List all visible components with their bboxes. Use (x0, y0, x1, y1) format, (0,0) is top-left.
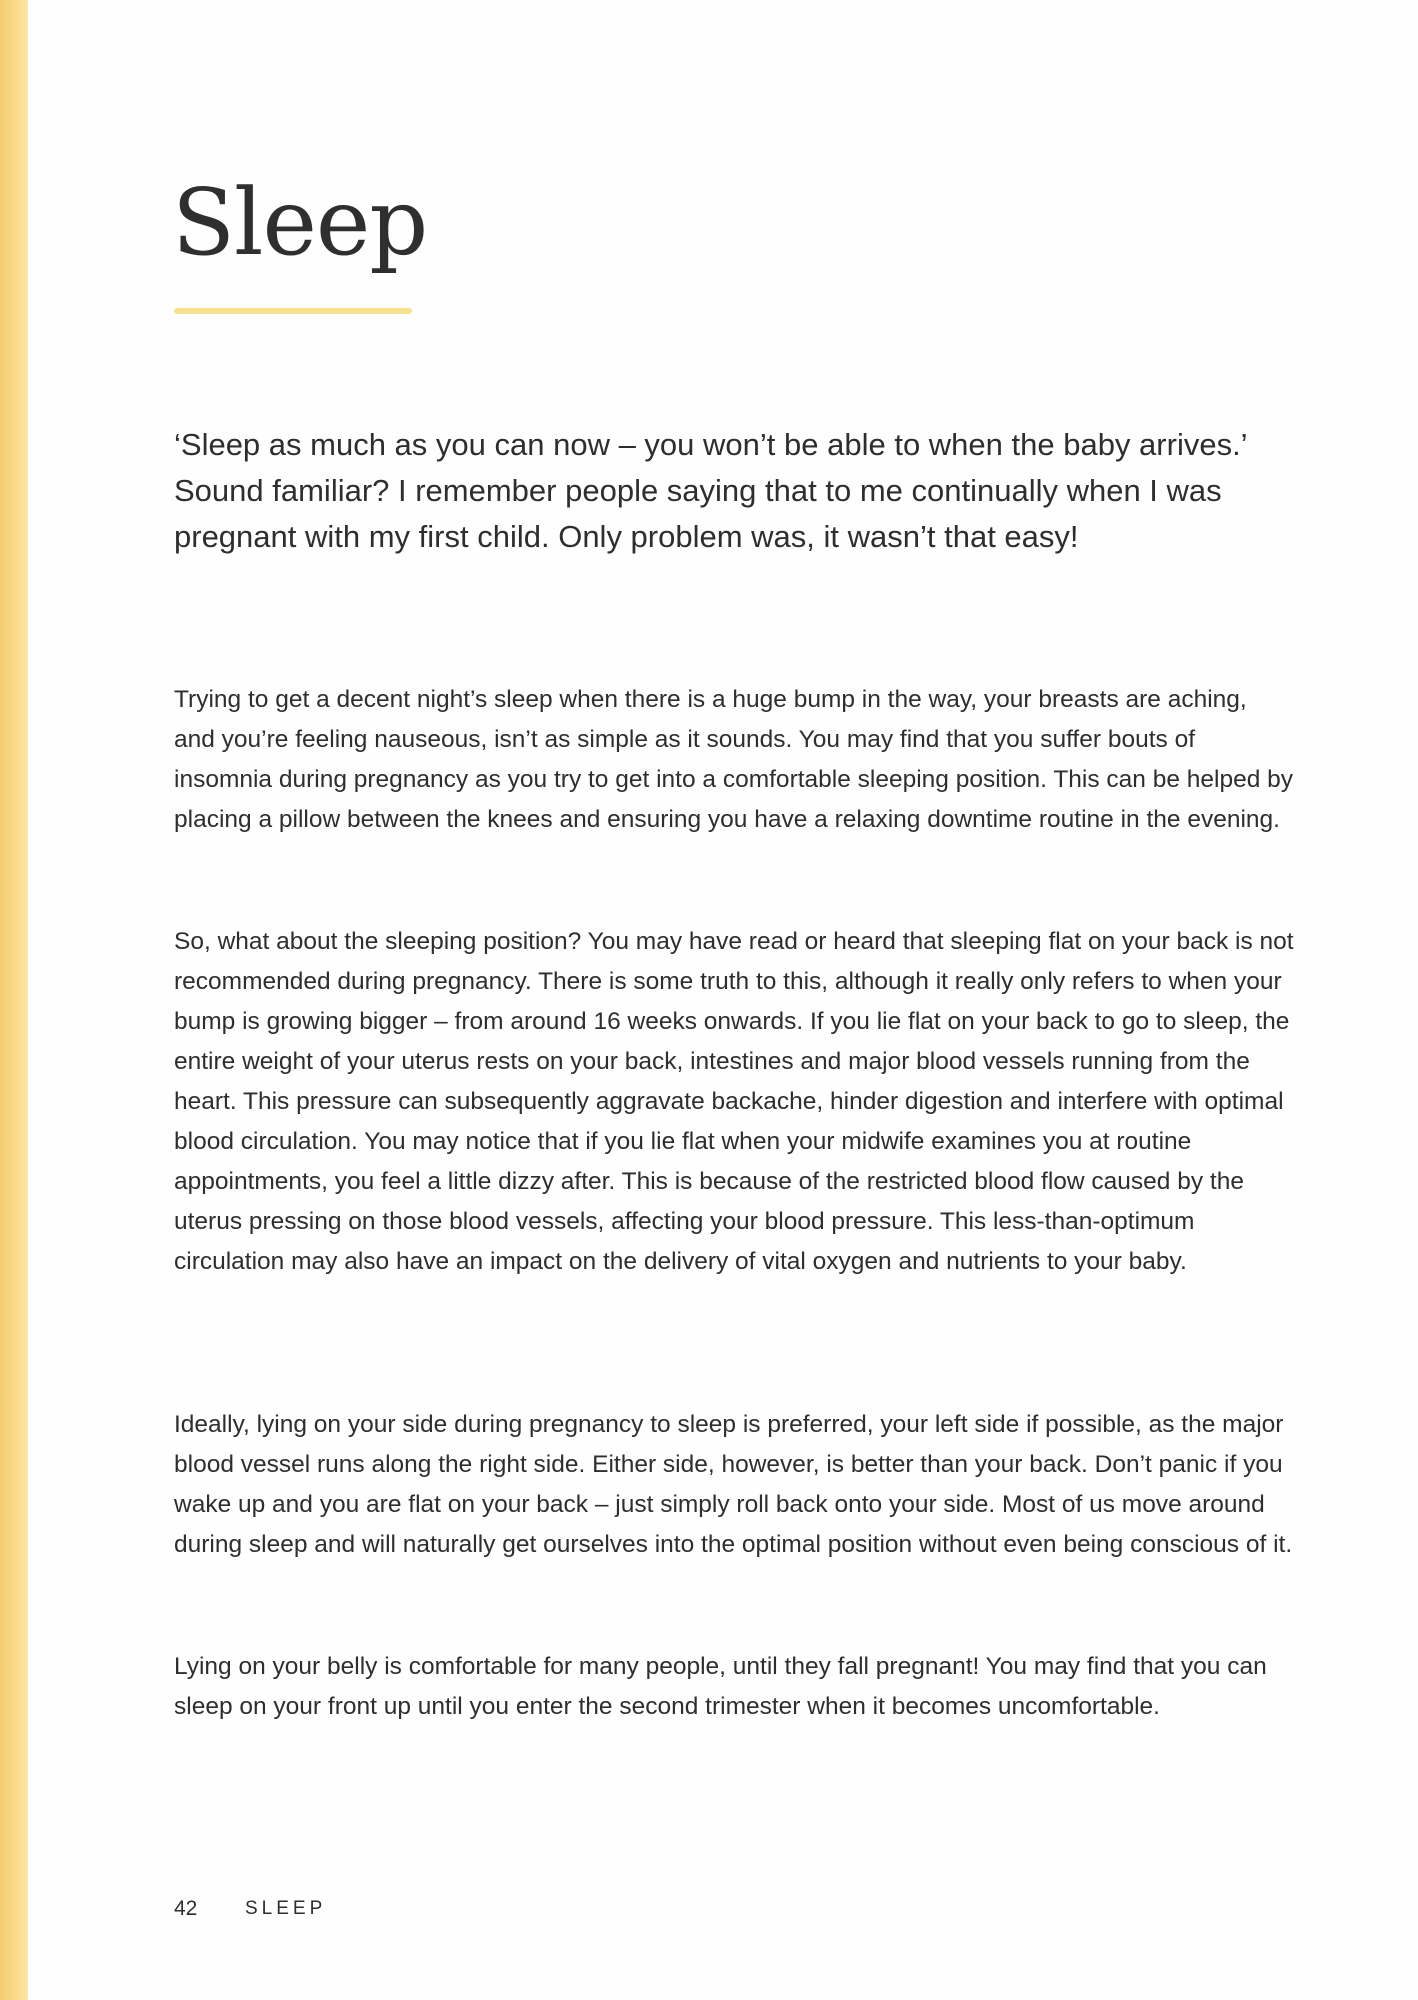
body-paragraph-4: Lying on your belly is comfortable for many people, until they fall pregnant! You may find that you can sleep on your front up until you enter the second trimester when it becomes uncomfortable. (174, 1653, 1267, 1720)
page-title: Sleep (172, 169, 428, 276)
title-underline (174, 308, 412, 314)
running-footer-section: SLEEP (245, 1898, 327, 1919)
body-paragraph-2: So, what about the sleeping position? You may have read or heard that sleeping flat on your back is not recommended during pregnancy. There is some truth to this, although it really only refers to when your bump is growing bigger – from around 16 weeks onwards. If you lie flat on your back to go to sleep, the entire weight of your uterus rests on your back, intestines and major blood vessels running from the heart. This pressure can subsequently aggravate backache, hinder digestion and interfere with optimal blood circulation. You may notice that if you lie flat when your midwife examines you at routine appointments, you feel a little dizzy after. This is because of the restricted blood flow caused by the uterus pressing on those blood vessels, affecting your blood pressure. This less-than-optimum circulation may also have an impact on the delivery of vital oxygen and nutrients to your baby. (174, 928, 1294, 1275)
page-edge-accent-band (0, 0, 28, 2000)
body-paragraph-1: Trying to get a decent night’s sleep when there is a huge bump in the way, your breasts are aching, and you’re feeling nauseous, isn’t as simple as it sounds. You may find that you suffer bouts of insomnia during pregnancy as you try to get into a comfortable sleeping position. This can be helped by placing a pillow between the knees and ensuring you have a relaxing downtime routine in the evening. (174, 686, 1294, 833)
intro-paragraph: ‘Sleep as much as you can now – you won’t be able to when the baby arrives.’ Sound familiar? I remember people saying that to me continually when I was pregnant with my first child. Only problem was, it wasn’t that easy! (174, 427, 1247, 554)
body-paragraph-3: Ideally, lying on your side during pregnancy to sleep is preferred, your left side if possible, as the major blood vessel runs along the right side. Either side, however, is better than your back. Don’t panic if you wake up and you are flat on your back – just simply roll back onto your side. Most of us move around during sleep and will naturally get ourselves into the optimal position without even being conscious of it. (174, 1411, 1293, 1558)
page-number: 42 (174, 1897, 198, 1920)
